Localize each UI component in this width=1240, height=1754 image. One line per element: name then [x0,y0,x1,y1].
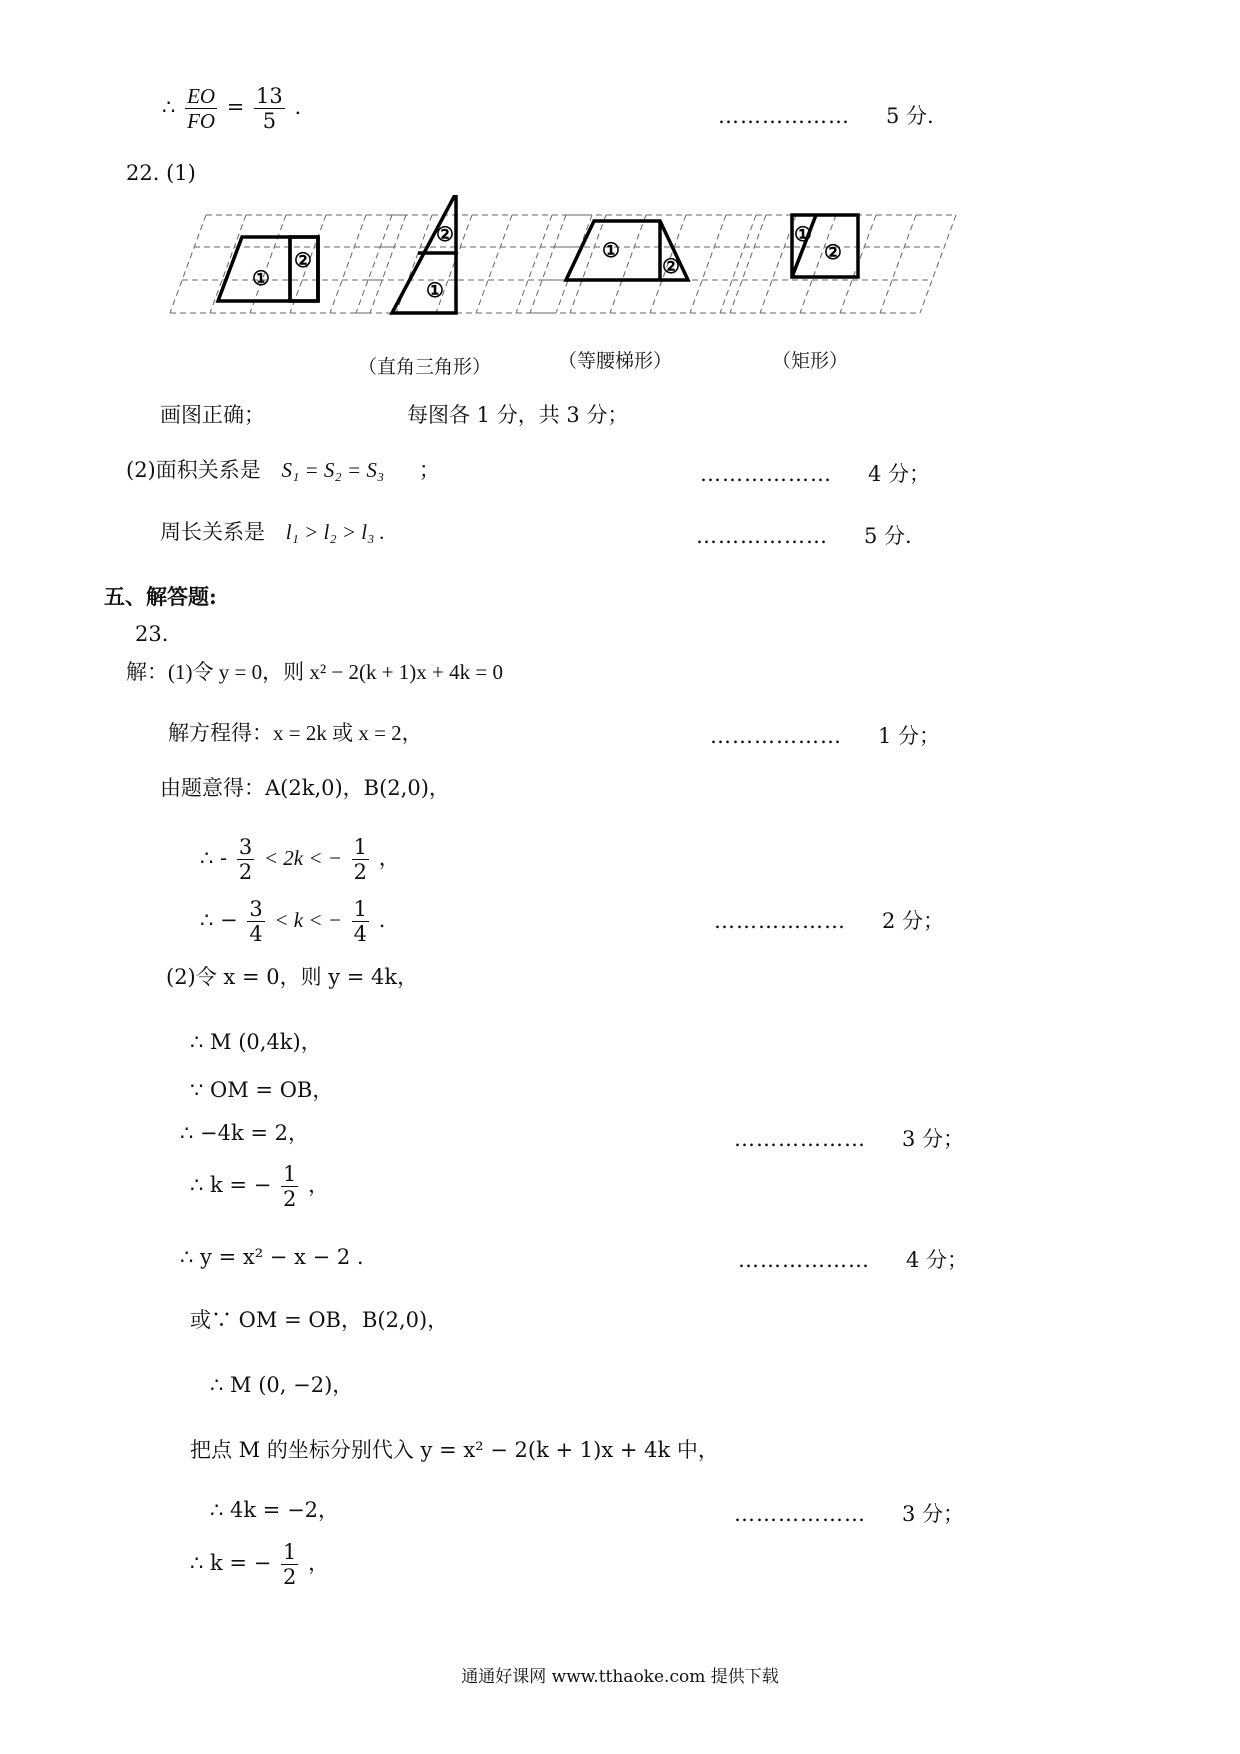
q23-line-2: 解方程得：x = 2k 或 x = 2， [168,721,423,745]
circled-1-label: ① [252,266,270,290]
q23-line-12: 或∵ OM = OB，B(2,0)， [190,1308,449,1332]
fraction-denominator: 5 [262,109,277,134]
q23-line-13: ∴ M (0, −2)， [210,1373,354,1397]
fraction-numerator: 13 [256,84,283,108]
fraction-denominator: FO [187,109,216,134]
q23-label: 23. [135,622,169,646]
fraction-eo-fo [185,84,217,133]
score-3-b: ……………… 3 分； [734,1502,965,1526]
score-2: ……………… 2 分； [714,909,945,933]
q23-line-15: ∴ 4k = −2， [210,1498,340,1522]
section-five-title: 五、解答题: [104,584,217,609]
caption-right-triangle: （直角三角形） [358,356,492,378]
q23-line-14: 把点 M 的坐标分别代入 y = x² − 2(k + 1)x + 4k 中， [190,1438,719,1462]
ratio-line: ∴ $\frac{EO}{FO}$ = $\frac{13}{5}$ . [162,84,302,134]
perimeter-relation: 周长关系是 l₁ > l₂ > l₃ . [160,520,385,544]
circled-2-label: ② [294,248,312,272]
figure-parallelogram [170,215,406,313]
circled-1-label: ① [426,278,444,302]
q22-figures [160,195,980,345]
q23-line-5: ∴ − $\frac{3}{4}$ < k < − $\frac{1}{4}$ . [200,897,386,947]
page-footer: 通通好课网 www.tthaoke.com 提供下载 [461,1667,779,1687]
figure-isosceles-trapezoid [530,215,766,313]
score-5-perimeter: ……………… 5 分. [696,524,912,548]
q23-line-4: ∴ - $\frac{3}{2}$ < 2k < − $\frac{1}{2}$ ， [200,835,400,885]
q23-line-10: ∴ k = − $\frac{1}{2}$ ， [190,1162,330,1212]
score-4: ……………… 4 分； [738,1248,969,1272]
q23-line-8: ∵ OM = OB， [190,1078,334,1102]
draw-score-note: 每图各 1 分，共 3 分； [407,403,629,427]
therefore-symbol: ∴ [162,95,176,120]
draw-correct-note: 画图正确； [160,403,265,427]
q22-label: 22. (1) [126,161,196,185]
q23-line-11: ∴ y = x² − x − 2 . [180,1245,364,1269]
q23-line-1: 解：(1)令 y = 0，则 x² − 2(k + 1)x + 4k = 0 [126,660,503,684]
score-5-ratio: ……………… 5 分. [718,104,934,128]
fraction-13-5 [254,84,285,133]
circled-1-label: ① [602,238,620,262]
fraction-numerator: EO [187,84,216,108]
q23-line-16: ∴ k = − $\frac{1}{2}$ ， [190,1540,330,1590]
caption-isosceles-trapezoid: （等腰梯形） [558,350,673,372]
q23-line-3: 由题意得：A(2k,0)，B(2,0)， [160,776,450,800]
q23-line-6: (2)令 x = 0，则 y = 4k， [166,965,419,989]
circled-1-label: ① [794,222,812,246]
circled-2-label: ② [436,222,454,246]
score-4-area: ……………… 4 分； [700,462,931,486]
circled-2-label: ② [824,240,842,264]
score-3-a: ……………… 3 分； [734,1127,965,1151]
area-expression: S₁ = S₂ = S₃ [281,458,385,482]
area-relation: (2)面积关系是 S₁ = S₂ = S₃ ； [126,458,440,482]
caption-rectangle: （矩形） [772,350,849,372]
score-1: ……………… 1 分； [710,724,941,748]
q23-line-9: ∴ −4k = 2， [180,1121,310,1145]
figure-rectangle [720,215,956,313]
perimeter-expression: l₁ > l₂ > l₃ . [285,520,385,544]
q23-line-7: ∴ M (0,4k)， [190,1030,322,1054]
circled-2-label: ② [662,254,680,278]
